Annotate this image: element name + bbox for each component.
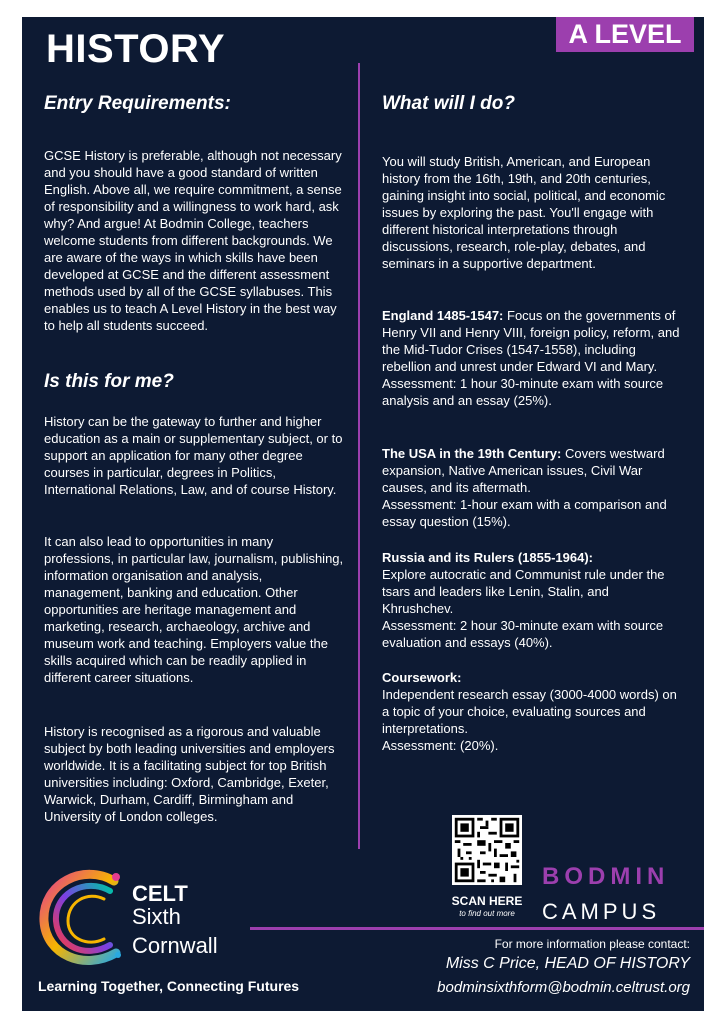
contact-label: For more information please contact:: [494, 937, 690, 951]
campus-word: CAMPUS: [542, 899, 661, 924]
unit-title: Russia and its Rulers (1855-1964):: [382, 550, 593, 565]
entry-requirements-heading: Entry Requirements:: [44, 93, 231, 114]
prospectus-page: [22, 17, 704, 1011]
unit-assessment: Assessment: 1-hour exam with a comparison and essay question (15%).: [382, 497, 667, 529]
intro-text: You will study British, American, and European history from the 16th, 19th, and 20th centuries, gaining insight into social, political, and economic issues by exploring the past. You'll engage with different historical interpretations through discussions, research, role-play, debates, and seminars in a supportive department.: [382, 154, 666, 271]
unit-england: [382, 307, 682, 409]
scan-caption: [442, 894, 532, 918]
unit-coursework: [382, 669, 682, 754]
column-divider: [358, 63, 360, 849]
unit-title: Coursework:: [382, 670, 462, 685]
unit-usa: [382, 445, 682, 530]
for-me-paragraph-3: History is recognised as a rigorous and valuable subject by both leading universities and employers worldwide. It is a facilitating subject for top British universities including: Oxford, Cambridge, Exeter, Warwick, Durham, Cardiff, Birmingham and University of London colleges.: [44, 724, 335, 824]
what-will-i-do-heading: What will I do?: [382, 93, 515, 114]
unit-russia: [382, 549, 682, 651]
contact-email[interactable]: bodminsixthform@bodmin.celtrust.org: [437, 979, 690, 996]
page-title: HISTORY: [46, 27, 226, 71]
footer-divider: [250, 927, 704, 930]
logo-text-sixth: Sixth: [132, 904, 181, 929]
unit-assessment: Assessment: 2 hour 30-minute exam with source evaluation and essays (40%).: [382, 618, 664, 650]
campus-name: BODMIN: [542, 863, 670, 890]
unit-assessment: Assessment: (20%).: [382, 738, 499, 753]
for-me-paragraph-1: History can be the gateway to further and higher education as a main or supplementary subject, or to support an application for many other degree courses in particular, degrees in Politics, International Relations, Law, and of course History.: [44, 414, 343, 497]
is-this-for-me-heading: Is this for me?: [44, 371, 174, 392]
unit-desc: Focus on the governments of Henry VII and Henry VIII, foreign policy, reform, and the Mid-Tudor Crises (1547-1558), including rebellion and unrest under Edward VI and Mary.: [382, 308, 680, 374]
logo-text-celt: CELT: [132, 881, 188, 906]
contact-name: Miss C Price, HEAD OF HISTORY: [445, 955, 690, 972]
qr-code[interactable]: [452, 815, 522, 885]
unit-title: England 1485-1547:: [382, 308, 504, 323]
tagline: Learning Together, Connecting Futures: [38, 978, 300, 994]
celt-logo-icon: [34, 863, 130, 973]
unit-assessment: Assessment: 1 hour 30-minute exam with source analysis and an essay (25%).: [382, 376, 664, 408]
logo-text-cornwall: Cornwall: [132, 933, 218, 958]
unit-title: The USA in the 19th Century:: [382, 446, 562, 461]
level-badge: A LEVEL: [556, 17, 694, 52]
unit-desc: Independent research essay (3000-4000 words) on a topic of your choice, evaluating sources and interpretations.: [382, 687, 677, 736]
scan-sub-label: to find out more: [459, 909, 515, 918]
scan-here-label: SCAN HERE: [451, 894, 523, 908]
entry-requirements-text: GCSE History is preferable, although not necessary and you should have a good standard of written English. Above all, we require commitment, a sense of responsibility and a willingness to work hard, ask why? And argue! At Bodmin College, teachers welcome students from different backgrounds. We are aware of the ways in which skills have been developed at GCSE and the different assessment methods used by all of the GCSE syllabuses. This enables us to teach A Level History in the best way to help all students succeed.: [44, 148, 342, 333]
unit-desc: Covers westward expansion, Native American issues, Civil War causes, and its aftermath.: [382, 446, 665, 495]
qr-code-icon: [452, 815, 522, 885]
unit-desc: Explore autocratic and Communist rule under the tsars and leaders like Lenin, Stalin, and Khrushchev.: [382, 567, 665, 616]
for-me-paragraph-2: It can also lead to opportunities in many professions, in particular law, journalism, publishing, information organisation and analysis, management, banking and education. Other opportunities are heritage management and marketing, research, archaeology, archive and museum work and teaching. Employers value the skills acquired which can be readily applied in different career situations.: [44, 534, 344, 685]
